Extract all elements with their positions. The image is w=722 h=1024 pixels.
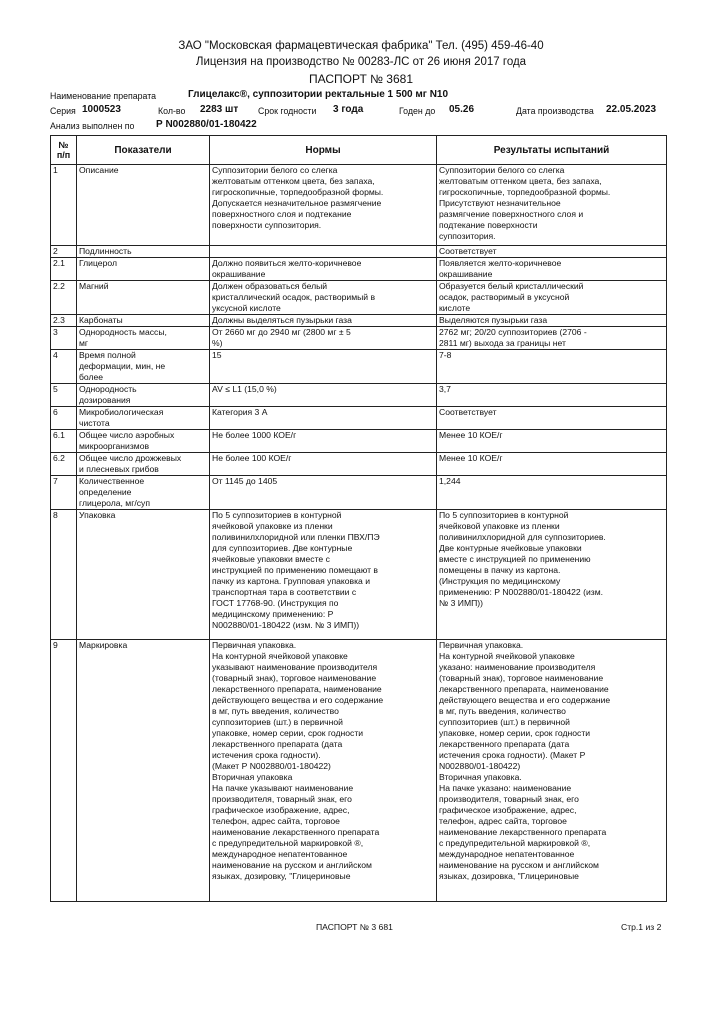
- row-indicator: Магний: [77, 281, 210, 315]
- analysis-label: Анализ выполнен по: [50, 121, 135, 131]
- drug-label: Наименование препарата: [50, 91, 157, 101]
- row-result: Первичная упаковка. На контурной ячейковой упаковке указано: наименование производителя (товарный знак), торговое наименование лекарственного препарата, наименование действующего вещества и его содержание в мг, путь введения, количество суппозиториев (шт.) в первичной упаковке, номер серии, срок годности лекарственного препарата (дата истечения срока годности). (Макет Р N002880/01-180422) Вторичная упаковка. На пачке указано: наименование производителя, товарный знак, его графическое изображение, адрес, телефон, адрес сайта, торговое наименование лекарственного препарата с предупредительной маркировкой ®, международное непатентованное наименование на русском и английском языках, дозировка, "Глицериновые: [437, 640, 667, 902]
- row-norm: От 2660 мг до 2940 мг (2800 мг ± 5 %): [210, 327, 437, 350]
- company-header: ЗАО "Московская фармацевтическая фабрика" Тел. (495) 459-46-40: [178, 40, 544, 52]
- table-row: [51, 327, 667, 350]
- table-row: [51, 430, 667, 453]
- row-norm: Не более 1000 КОЕ/г: [210, 430, 437, 453]
- table-row: [51, 453, 667, 476]
- row-result: Соответствует: [437, 407, 667, 430]
- col-header-number: № п/п: [51, 136, 77, 165]
- row-number: 4: [51, 350, 77, 384]
- row-norm: От 1145 до 1405: [210, 476, 437, 510]
- quantity-value: 2283 шт: [200, 104, 239, 115]
- table-row: [51, 640, 667, 902]
- row-number: 9: [51, 640, 77, 902]
- license-line: Лицензия на производство № 00283-ЛС от 26 июня 2017 года: [195, 56, 527, 68]
- series-label: Серия: [50, 106, 76, 116]
- page-number: Стр.1 из 2: [621, 922, 662, 932]
- row-number: 1: [51, 165, 77, 246]
- table-row: [51, 246, 667, 258]
- col-header-result: Результаты испытаний: [437, 136, 667, 165]
- row-indicator: Однородность массы, мг: [77, 327, 210, 350]
- row-number: 3: [51, 327, 77, 350]
- row-indicator: Карбонаты: [77, 315, 210, 327]
- analysis-value: Р N002880/01-180422: [156, 119, 257, 130]
- row-norm: Категория 3 А: [210, 407, 437, 430]
- passport-title: ПАСПОРТ № 3681: [308, 72, 414, 86]
- row-result: 2762 мг; 20/20 суппозиториев (2706 - 2811 мг) выхода за границы нет: [437, 327, 667, 350]
- table-row: [51, 165, 667, 246]
- valid-until-label: Годен до: [399, 106, 436, 116]
- valid-until-value: 05.26: [449, 104, 475, 115]
- row-norm: 15: [210, 350, 437, 384]
- table-row: [51, 281, 667, 315]
- row-result: Появляется желто-коричневое окрашивание: [437, 258, 667, 281]
- row-result: 1,244: [437, 476, 667, 510]
- col-header-indicator: Показатели: [77, 136, 210, 165]
- production-date-label: Дата производства: [516, 106, 594, 116]
- row-norm: Не более 100 КОЕ/г: [210, 453, 437, 476]
- row-number: 2.2: [51, 281, 77, 315]
- row-norm: Должен образоваться белый кристаллический осадок, растворимый в уксусной кислоте: [210, 281, 437, 315]
- row-result: Суппозитории белого со слегка желтоватым оттенком цвета, без запаха, гигроскопичные, торпедообразной формы. Присутствуют незначительное размягчение поверхностного слоя и подтекание поверхности суппозитория.: [437, 165, 667, 246]
- row-indicator: Глицерол: [77, 258, 210, 281]
- row-indicator: Общее число дрожжевых и плесневых грибов: [77, 453, 210, 476]
- row-number: 6.1: [51, 430, 77, 453]
- series-value: 1000523: [82, 104, 121, 115]
- row-indicator: Количественное определение глицерола, мг/суп: [77, 476, 210, 510]
- row-norm: По 5 суппозиториев в контурной ячейковой упаковке из пленки поливинилхлоридной или пленки ПВХ/ПЭ для суппозиториев. Две контурные ячейковые упаковки вместе с инструкцией по применению помещают в пачку из картона. Групповая упаковка и транспортная тара в соответствии с ГОСТ 17768-90. (Инструкция по медицинскому применению: Р N002880/01-180422 (изм. № 3 ИМП)): [210, 510, 437, 640]
- row-indicator: Время полной деформации, мин, не более: [77, 350, 210, 384]
- test-results-table: [50, 135, 667, 902]
- row-result: Менее 10 КОЕ/г: [437, 453, 667, 476]
- drug-value: Глицелакс®, суппозитории ректальные 1 500 мг N10: [188, 89, 449, 100]
- row-norm: Должно появиться желто-коричневое окрашивание: [210, 258, 437, 281]
- row-number: 2.1: [51, 258, 77, 281]
- row-result: 7-8: [437, 350, 667, 384]
- table-header-row: [51, 136, 667, 165]
- shelf-life-label: Срок годности: [258, 106, 317, 116]
- row-norm: Должны выделяться пузырьки газа: [210, 315, 437, 327]
- production-date-value: 22.05.2023: [606, 104, 657, 115]
- row-norm: Суппозитории белого со слегка желтоватым оттенком цвета, без запаха, гигроскопичные, торпедообразной формы. Допускается незначительное размягчение поверхностного слоя и подтекание поверхности суппозитория.: [210, 165, 437, 246]
- table-row: [51, 476, 667, 510]
- table-row: [51, 384, 667, 407]
- quantity-label: Кол-во: [158, 106, 186, 116]
- row-indicator: Упаковка: [77, 510, 210, 640]
- row-number: 2: [51, 246, 77, 258]
- footer-doc-number: ПАСПОРТ № 3 681: [316, 922, 393, 932]
- row-indicator: Подлинность: [77, 246, 210, 258]
- table-row: [51, 350, 667, 384]
- row-number: 6: [51, 407, 77, 430]
- row-result: Соответствует: [437, 246, 667, 258]
- row-result: Выделяются пузырьки газа: [437, 315, 667, 327]
- row-number: 8: [51, 510, 77, 640]
- row-number: 7: [51, 476, 77, 510]
- row-number: 2.3: [51, 315, 77, 327]
- row-indicator: Однородность дозирования: [77, 384, 210, 407]
- row-norm: AV ≤ L1 (15,0 %): [210, 384, 437, 407]
- row-result: Образуется белый кристаллический осадок, растворимый в уксусной кислоте: [437, 281, 667, 315]
- row-result: Менее 10 КОЕ/г: [437, 430, 667, 453]
- row-indicator: Описание: [77, 165, 210, 246]
- row-norm: [210, 246, 437, 258]
- row-number: 6.2: [51, 453, 77, 476]
- row-result: 3,7: [437, 384, 667, 407]
- table-row: [51, 407, 667, 430]
- table-row: [51, 258, 667, 281]
- row-indicator: Общее число аэробных микроорганизмов: [77, 430, 210, 453]
- row-result: По 5 суппозиториев в контурной ячейковой упаковке из пленки поливинилхлоридной для суппозиториев. Две контурные ячейковые упаковки вместе с инструкцией по применению помещены в пачку из картона. (Инструкция по медицинскому применению: Р N002880/01-180422 (изм. № 3 ИМП)): [437, 510, 667, 640]
- row-indicator: Маркировка: [77, 640, 210, 902]
- table-row: [51, 315, 667, 327]
- row-indicator: Микробиологическая чистота: [77, 407, 210, 430]
- shelf-life-value: 3 года: [333, 104, 364, 115]
- table-row: [51, 510, 667, 640]
- row-norm: Первичная упаковка. На контурной ячейковой упаковке указывают наименование производителя (товарный знак), торговое наименование лекарственного препарата, наименование действующего вещества и его содержание в мг, путь введения, количество суппозиториев (шт.) в первичной упаковке, номер серии, срок годности лекарственного препарата (дата истечения срока годности). (Макет Р N002880/01-180422) Вторичная упаковка На пачке указывают наименование производителя, товарный знак, его графическое изображение, адрес, телефон, адрес сайта, торговое наименование лекарственного препарата с предупредительной маркировкой ®, международное непатентованное наименование на русском и английском языках, дозировку, "Глицериновые: [210, 640, 437, 902]
- col-header-norm: Нормы: [210, 136, 437, 165]
- row-number: 5: [51, 384, 77, 407]
